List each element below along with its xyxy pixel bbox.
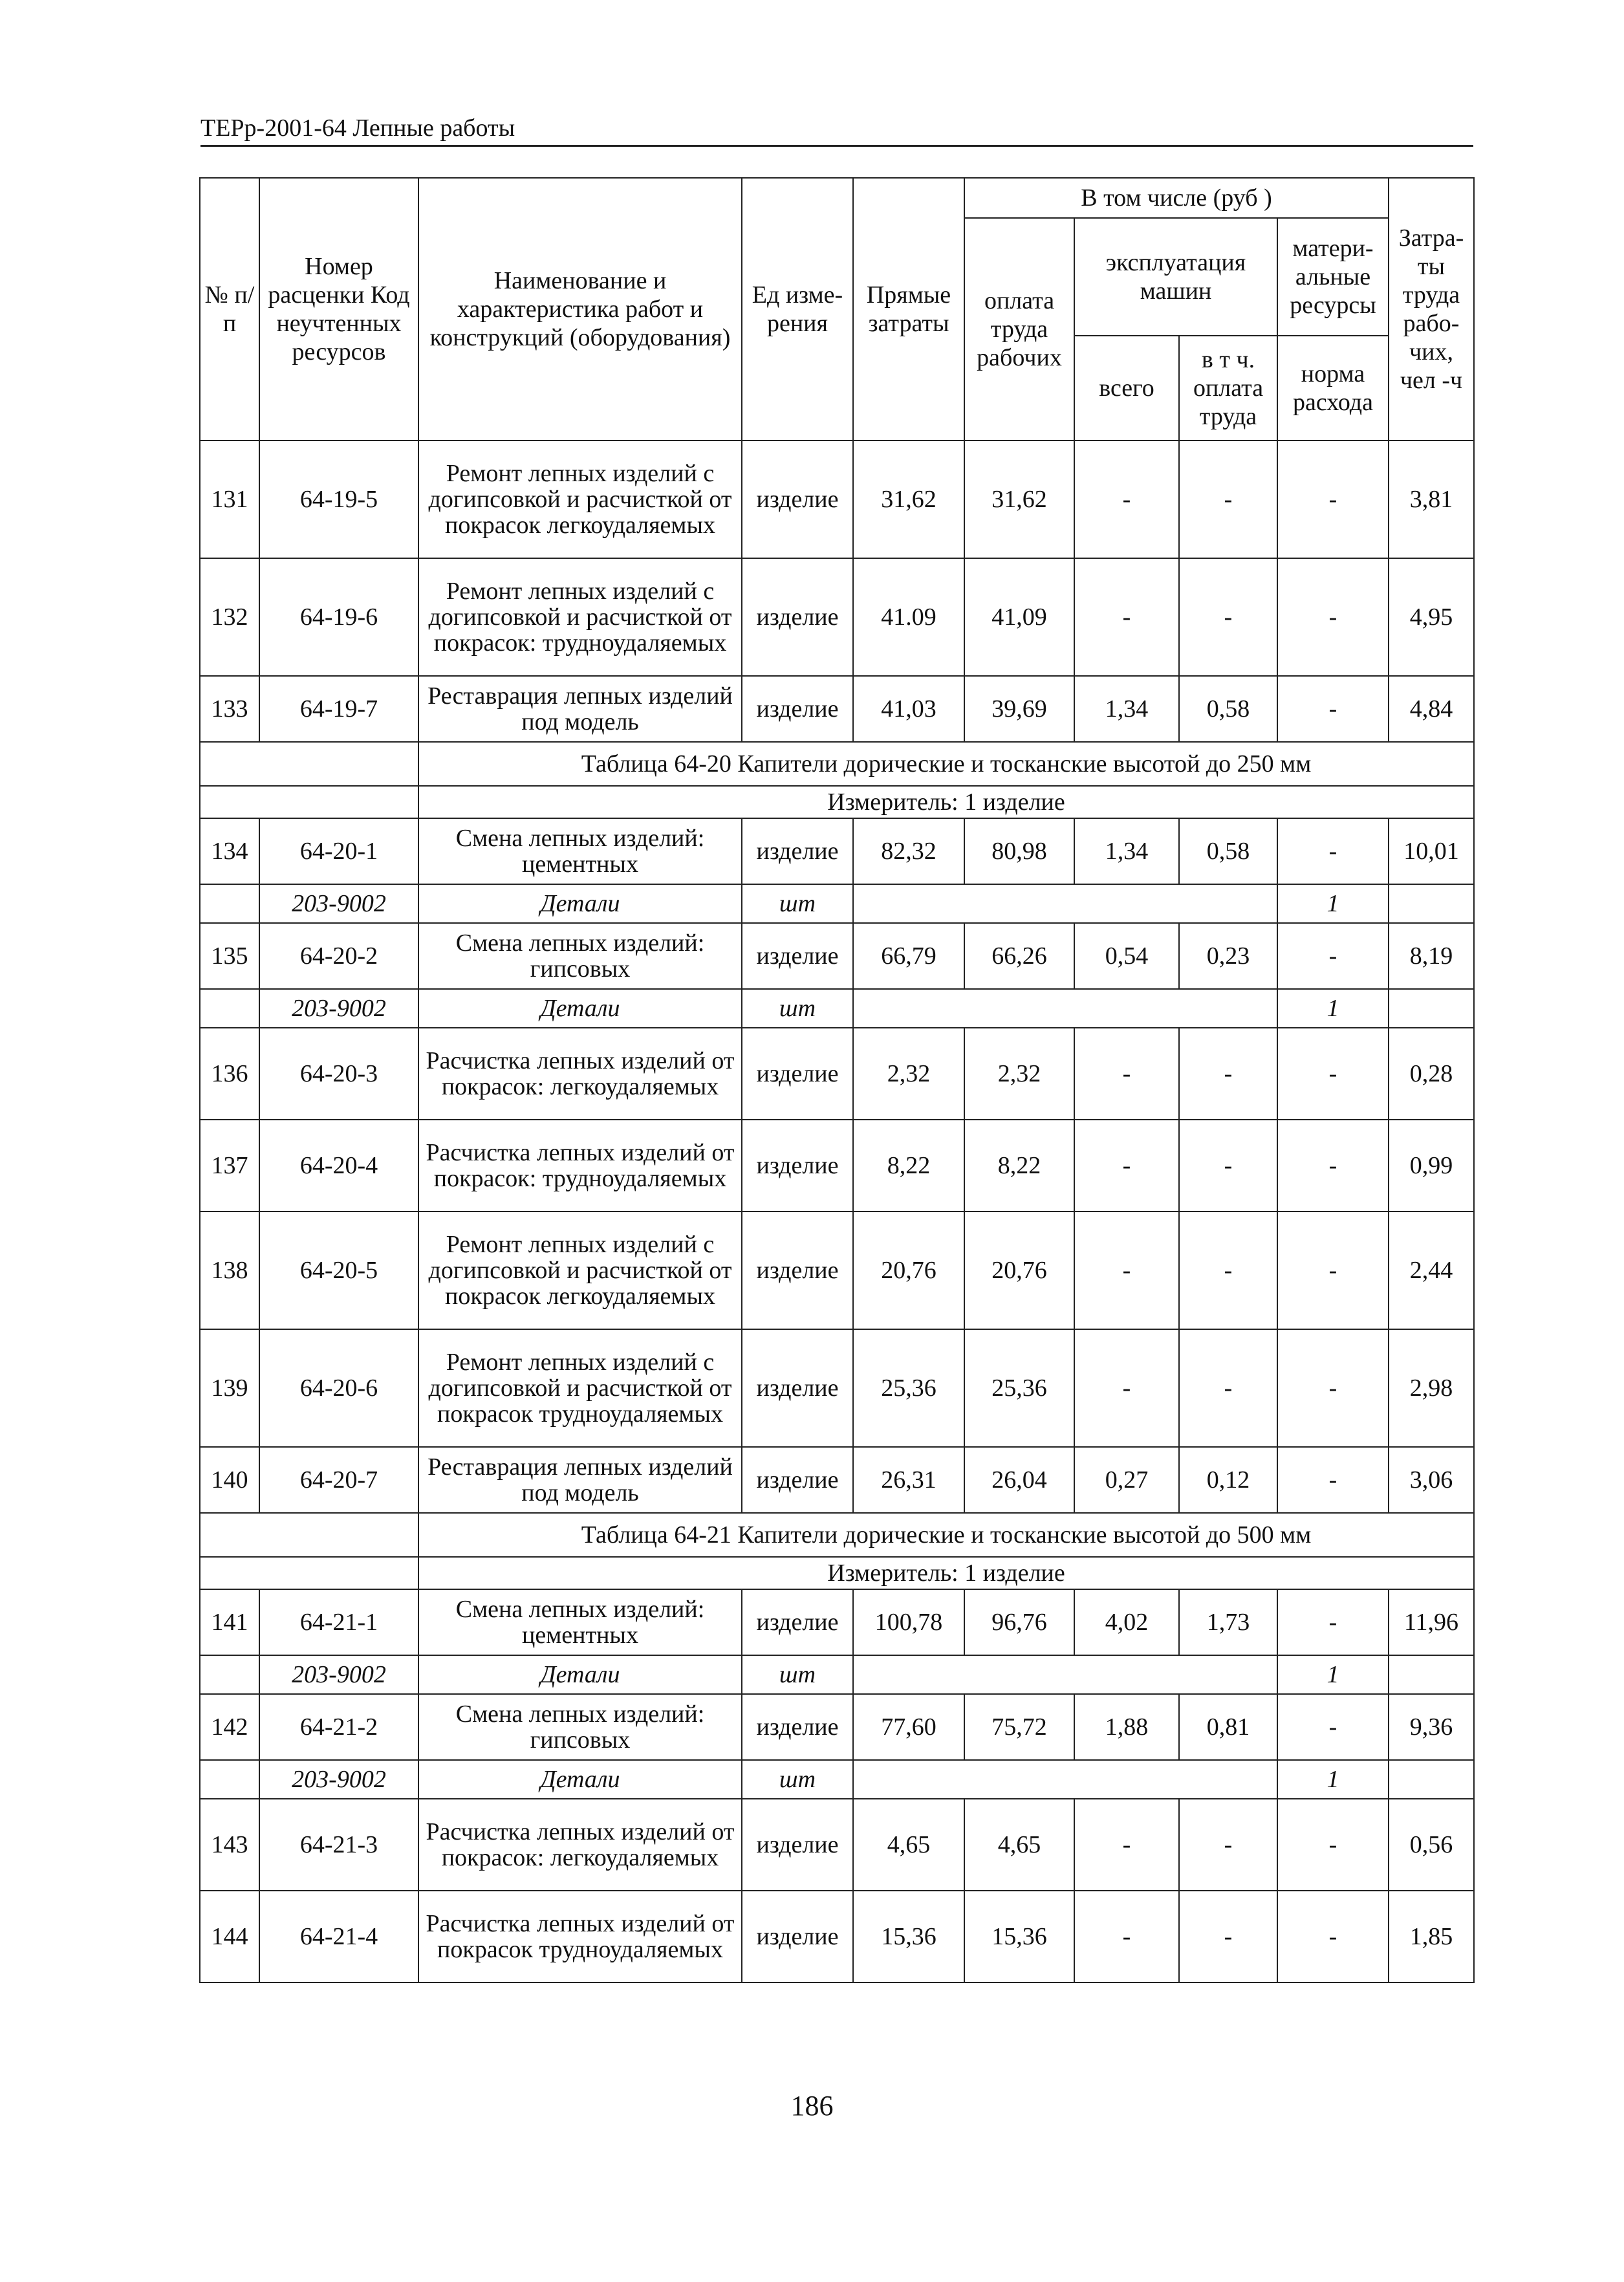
- resource-norm: 1: [1277, 989, 1389, 1028]
- row-direct: 20,76: [853, 1212, 964, 1329]
- resource-num: [200, 1655, 259, 1694]
- row-materials: -: [1277, 1694, 1389, 1760]
- row-labor: 4,95: [1389, 558, 1474, 676]
- row-direct: 25,36: [853, 1329, 964, 1447]
- row-wages: 41,09: [964, 558, 1074, 676]
- row-num: 144: [200, 1891, 259, 1983]
- row-machines-wages: -: [1179, 1891, 1277, 1983]
- resource-blank: [853, 884, 1277, 923]
- table-row: [200, 1447, 1474, 1513]
- row-unit: изделие: [742, 1447, 853, 1513]
- row-num: 134: [200, 818, 259, 884]
- row-code: 64-20-6: [259, 1329, 418, 1447]
- resource-num: [200, 989, 259, 1028]
- row-machines-wages: 0,81: [1179, 1694, 1277, 1760]
- row-machines-wages: 0,12: [1179, 1447, 1277, 1513]
- row-direct: 41,03: [853, 676, 964, 742]
- resource-row: [200, 1760, 1474, 1799]
- col-header-materials-norm: норма расхода: [1277, 336, 1389, 440]
- resource-name: Детали: [418, 1655, 742, 1694]
- table-row: [200, 1694, 1474, 1760]
- table-title: Таблица 64-20 Капители дорические и тосканские высотой до 250 мм: [418, 742, 1474, 786]
- row-wages: 20,76: [964, 1212, 1074, 1329]
- row-wages: 96,76: [964, 1589, 1074, 1655]
- row-machines-total: -: [1074, 1212, 1179, 1329]
- row-code: 64-21-4: [259, 1891, 418, 1983]
- row-unit: изделие: [742, 1799, 853, 1891]
- row-machines-total: -: [1074, 1028, 1179, 1120]
- row-code: 64-19-5: [259, 440, 418, 558]
- row-num: 135: [200, 923, 259, 989]
- row-machines-wages: 1,73: [1179, 1589, 1277, 1655]
- row-materials: -: [1277, 1028, 1389, 1120]
- row-machines-total: 1,34: [1074, 676, 1179, 742]
- table-body: [200, 178, 1474, 1983]
- table-row: [200, 676, 1474, 742]
- col-header-labor: Затра-ты труда рабо-чих, чел -ч: [1389, 178, 1474, 440]
- row-labor: 11,96: [1389, 1589, 1474, 1655]
- row-unit: изделие: [742, 1028, 853, 1120]
- row-machines-wages: 0,58: [1179, 676, 1277, 742]
- row-direct: 15,36: [853, 1891, 964, 1983]
- resource-norm: 1: [1277, 884, 1389, 923]
- row-labor: 2,98: [1389, 1329, 1474, 1447]
- row-num: 140: [200, 1447, 259, 1513]
- row-materials: -: [1277, 1212, 1389, 1329]
- row-materials: -: [1277, 1589, 1389, 1655]
- row-code: 64-20-4: [259, 1120, 418, 1212]
- col-header-name: Наименование и характеристика работ и конструкций (оборудования): [418, 178, 742, 440]
- col-header-unit: Ед изме-рения: [742, 178, 853, 440]
- page-header: ТЕРр-2001-64 Лепные работы: [200, 114, 1473, 147]
- row-labor: 0,99: [1389, 1120, 1474, 1212]
- table-row: [200, 1028, 1474, 1120]
- row-machines-total: -: [1074, 558, 1179, 676]
- row-direct: 77,60: [853, 1694, 964, 1760]
- row-labor: 0,56: [1389, 1799, 1474, 1891]
- resource-code: 203-9002: [259, 1760, 418, 1799]
- row-unit: изделие: [742, 1694, 853, 1760]
- col-header-group: В том числе (руб ): [964, 178, 1389, 218]
- table-row: [200, 1799, 1474, 1891]
- col-header-direct: Прямые затраты: [853, 178, 964, 440]
- col-header-num: № п/п: [200, 178, 259, 440]
- row-machines-wages: -: [1179, 1120, 1277, 1212]
- resource-unit: шт: [742, 1655, 853, 1694]
- row-name: Смена лепных изделий: гипсовых: [418, 923, 742, 989]
- row-machines-wages: -: [1179, 558, 1277, 676]
- resource-row: [200, 989, 1474, 1028]
- row-wages: 39,69: [964, 676, 1074, 742]
- row-unit: изделие: [742, 923, 853, 989]
- col-header-materials: матери-альные ресурсы: [1277, 218, 1389, 336]
- resource-num: [200, 1760, 259, 1799]
- row-name: Расчистка лепных изделий от покрасок: трудноудаляемых: [418, 1120, 742, 1212]
- row-machines-wages: 0,23: [1179, 923, 1277, 989]
- row-name: Расчистка лепных изделий от покрасок: легкоудаляемых: [418, 1799, 742, 1891]
- table-row: [200, 440, 1474, 558]
- table-row: [200, 1329, 1474, 1447]
- row-name: Расчистка лепных изделий от покрасок трудноудаляемых: [418, 1891, 742, 1983]
- meter-row: [200, 1557, 1474, 1589]
- row-labor: 3,81: [1389, 440, 1474, 558]
- table-title-row: [200, 742, 1474, 786]
- resource-num: [200, 884, 259, 923]
- row-machines-wages: -: [1179, 440, 1277, 558]
- row-name: Реставрация лепных изделий под модель: [418, 676, 742, 742]
- row-unit: изделие: [742, 1212, 853, 1329]
- row-direct: 2,32: [853, 1028, 964, 1120]
- table-header-row: [200, 178, 1474, 218]
- meter-row: [200, 786, 1474, 818]
- resource-blank: [853, 1655, 1277, 1694]
- row-name: Смена лепных изделий: цементных: [418, 1589, 742, 1655]
- row-direct: 82,32: [853, 818, 964, 884]
- resource-name: Детали: [418, 884, 742, 923]
- row-num: 136: [200, 1028, 259, 1120]
- row-code: 64-21-1: [259, 1589, 418, 1655]
- table-row: [200, 1891, 1474, 1983]
- row-unit: изделие: [742, 818, 853, 884]
- row-unit: изделие: [742, 1589, 853, 1655]
- row-direct: 41.09: [853, 558, 964, 676]
- resource-unit: шт: [742, 989, 853, 1028]
- resource-blank: [853, 989, 1277, 1028]
- rates-table: [199, 177, 1475, 1983]
- row-num: 139: [200, 1329, 259, 1447]
- row-wages: 2,32: [964, 1028, 1074, 1120]
- row-name: Ремонт лепных изделий с догипсовкой и расчисткой от покрасок: трудноудаляемых: [418, 558, 742, 676]
- row-name: Реставрация лепных изделий под модель: [418, 1447, 742, 1513]
- resource-labor: [1389, 1655, 1474, 1694]
- row-name: Ремонт лепных изделий с догипсовкой и расчисткой от покрасок легкоудаляемых: [418, 1212, 742, 1329]
- col-header-machines: эксплуатация машин: [1074, 218, 1277, 336]
- row-code: 64-19-7: [259, 676, 418, 742]
- col-header-code: Номер расценки Код неучтенных ресурсов: [259, 178, 418, 440]
- row-wages: 66,26: [964, 923, 1074, 989]
- row-labor: 1,85: [1389, 1891, 1474, 1983]
- row-num: 138: [200, 1212, 259, 1329]
- row-code: 64-20-2: [259, 923, 418, 989]
- row-name: Смена лепных изделий: гипсовых: [418, 1694, 742, 1760]
- row-materials: -: [1277, 558, 1389, 676]
- row-materials: -: [1277, 1329, 1389, 1447]
- row-labor: 9,36: [1389, 1694, 1474, 1760]
- row-code: 64-20-7: [259, 1447, 418, 1513]
- resource-name: Детали: [418, 1760, 742, 1799]
- row-wages: 31,62: [964, 440, 1074, 558]
- resource-code: 203-9002: [259, 884, 418, 923]
- row-code: 64-20-5: [259, 1212, 418, 1329]
- row-code: 64-20-1: [259, 818, 418, 884]
- resource-labor: [1389, 989, 1474, 1028]
- table-row: [200, 558, 1474, 676]
- table-row: [200, 1212, 1474, 1329]
- col-header-machines-wages: в т ч. оплата труда: [1179, 336, 1277, 440]
- row-wages: 15,36: [964, 1891, 1074, 1983]
- row-labor: 4,84: [1389, 676, 1474, 742]
- row-machines-total: -: [1074, 1799, 1179, 1891]
- row-unit: изделие: [742, 676, 853, 742]
- row-unit: изделие: [742, 1329, 853, 1447]
- row-materials: -: [1277, 818, 1389, 884]
- row-machines-wages: -: [1179, 1028, 1277, 1120]
- title-spacer: [200, 742, 418, 786]
- row-labor: 0,28: [1389, 1028, 1474, 1120]
- row-materials: -: [1277, 1799, 1389, 1891]
- row-machines-total: -: [1074, 1329, 1179, 1447]
- col-header-machines-total: всего: [1074, 336, 1179, 440]
- row-num: 137: [200, 1120, 259, 1212]
- row-num: 133: [200, 676, 259, 742]
- row-machines-total: 1,88: [1074, 1694, 1179, 1760]
- row-direct: 26,31: [853, 1447, 964, 1513]
- row-labor: 8,19: [1389, 923, 1474, 989]
- row-num: 141: [200, 1589, 259, 1655]
- row-machines-total: -: [1074, 1120, 1179, 1212]
- row-direct: 8,22: [853, 1120, 964, 1212]
- row-machines-total: 4,02: [1074, 1589, 1179, 1655]
- table-meter: Измеритель: 1 изделие: [418, 1557, 1474, 1589]
- row-wages: 25,36: [964, 1329, 1074, 1447]
- resource-code: 203-9002: [259, 1655, 418, 1694]
- table-row: [200, 1589, 1474, 1655]
- row-machines-wages: -: [1179, 1212, 1277, 1329]
- row-materials: -: [1277, 1891, 1389, 1983]
- row-wages: 8,22: [964, 1120, 1074, 1212]
- row-wages: 26,04: [964, 1447, 1074, 1513]
- row-materials: -: [1277, 440, 1389, 558]
- row-direct: 66,79: [853, 923, 964, 989]
- resource-labor: [1389, 1760, 1474, 1799]
- resource-code: 203-9002: [259, 989, 418, 1028]
- row-materials: -: [1277, 676, 1389, 742]
- row-num: 142: [200, 1694, 259, 1760]
- row-num: 131: [200, 440, 259, 558]
- row-machines-total: 1,34: [1074, 818, 1179, 884]
- page-number: 186: [790, 2090, 834, 2122]
- resource-name: Детали: [418, 989, 742, 1028]
- row-materials: -: [1277, 923, 1389, 989]
- meter-spacer: [200, 786, 418, 818]
- row-materials: -: [1277, 1447, 1389, 1513]
- resource-row: [200, 1655, 1474, 1694]
- table-title: Таблица 64-21 Капители дорические и тосканские высотой до 500 мм: [418, 1513, 1474, 1557]
- resource-unit: шт: [742, 884, 853, 923]
- table-row: [200, 923, 1474, 989]
- row-machines-wages: 0,58: [1179, 818, 1277, 884]
- row-code: 64-20-3: [259, 1028, 418, 1120]
- table-meter: Измеритель: 1 изделие: [418, 786, 1474, 818]
- row-unit: изделие: [742, 1120, 853, 1212]
- resource-row: [200, 884, 1474, 923]
- row-machines-total: -: [1074, 1891, 1179, 1983]
- row-unit: изделие: [742, 558, 853, 676]
- meter-spacer: [200, 1557, 418, 1589]
- col-header-wages: оплата труда рабочих: [964, 218, 1074, 440]
- resource-norm: 1: [1277, 1760, 1389, 1799]
- row-materials: -: [1277, 1120, 1389, 1212]
- resource-blank: [853, 1760, 1277, 1799]
- row-num: 132: [200, 558, 259, 676]
- row-machines-total: 0,27: [1074, 1447, 1179, 1513]
- row-unit: изделие: [742, 1891, 853, 1983]
- row-direct: 100,78: [853, 1589, 964, 1655]
- row-code: 64-19-6: [259, 558, 418, 676]
- row-direct: 31,62: [853, 440, 964, 558]
- row-machines-wages: -: [1179, 1799, 1277, 1891]
- resource-unit: шт: [742, 1760, 853, 1799]
- row-labor: 10,01: [1389, 818, 1474, 884]
- table-row: [200, 818, 1474, 884]
- row-machines-total: -: [1074, 440, 1179, 558]
- resource-labor: [1389, 884, 1474, 923]
- row-wages: 80,98: [964, 818, 1074, 884]
- row-name: Ремонт лепных изделий с догипсовкой и расчисткой от покрасок легкоудаляемых: [418, 440, 742, 558]
- row-machines-total: 0,54: [1074, 923, 1179, 989]
- resource-norm: 1: [1277, 1655, 1389, 1694]
- row-machines-wages: -: [1179, 1329, 1277, 1447]
- row-name: Расчистка лепных изделий от покрасок: легкоудаляемых: [418, 1028, 742, 1120]
- row-name: Ремонт лепных изделий с догипсовкой и расчисткой от покрасок трудноудаляемых: [418, 1329, 742, 1447]
- row-wages: 75,72: [964, 1694, 1074, 1760]
- row-labor: 3,06: [1389, 1447, 1474, 1513]
- table-title-row: [200, 1513, 1474, 1557]
- table-row: [200, 1120, 1474, 1212]
- row-wages: 4,65: [964, 1799, 1074, 1891]
- title-spacer: [200, 1513, 418, 1557]
- row-unit: изделие: [742, 440, 853, 558]
- row-num: 143: [200, 1799, 259, 1891]
- row-code: 64-21-3: [259, 1799, 418, 1891]
- row-code: 64-21-2: [259, 1694, 418, 1760]
- row-direct: 4,65: [853, 1799, 964, 1891]
- row-name: Смена лепных изделий: цементных: [418, 818, 742, 884]
- row-labor: 2,44: [1389, 1212, 1474, 1329]
